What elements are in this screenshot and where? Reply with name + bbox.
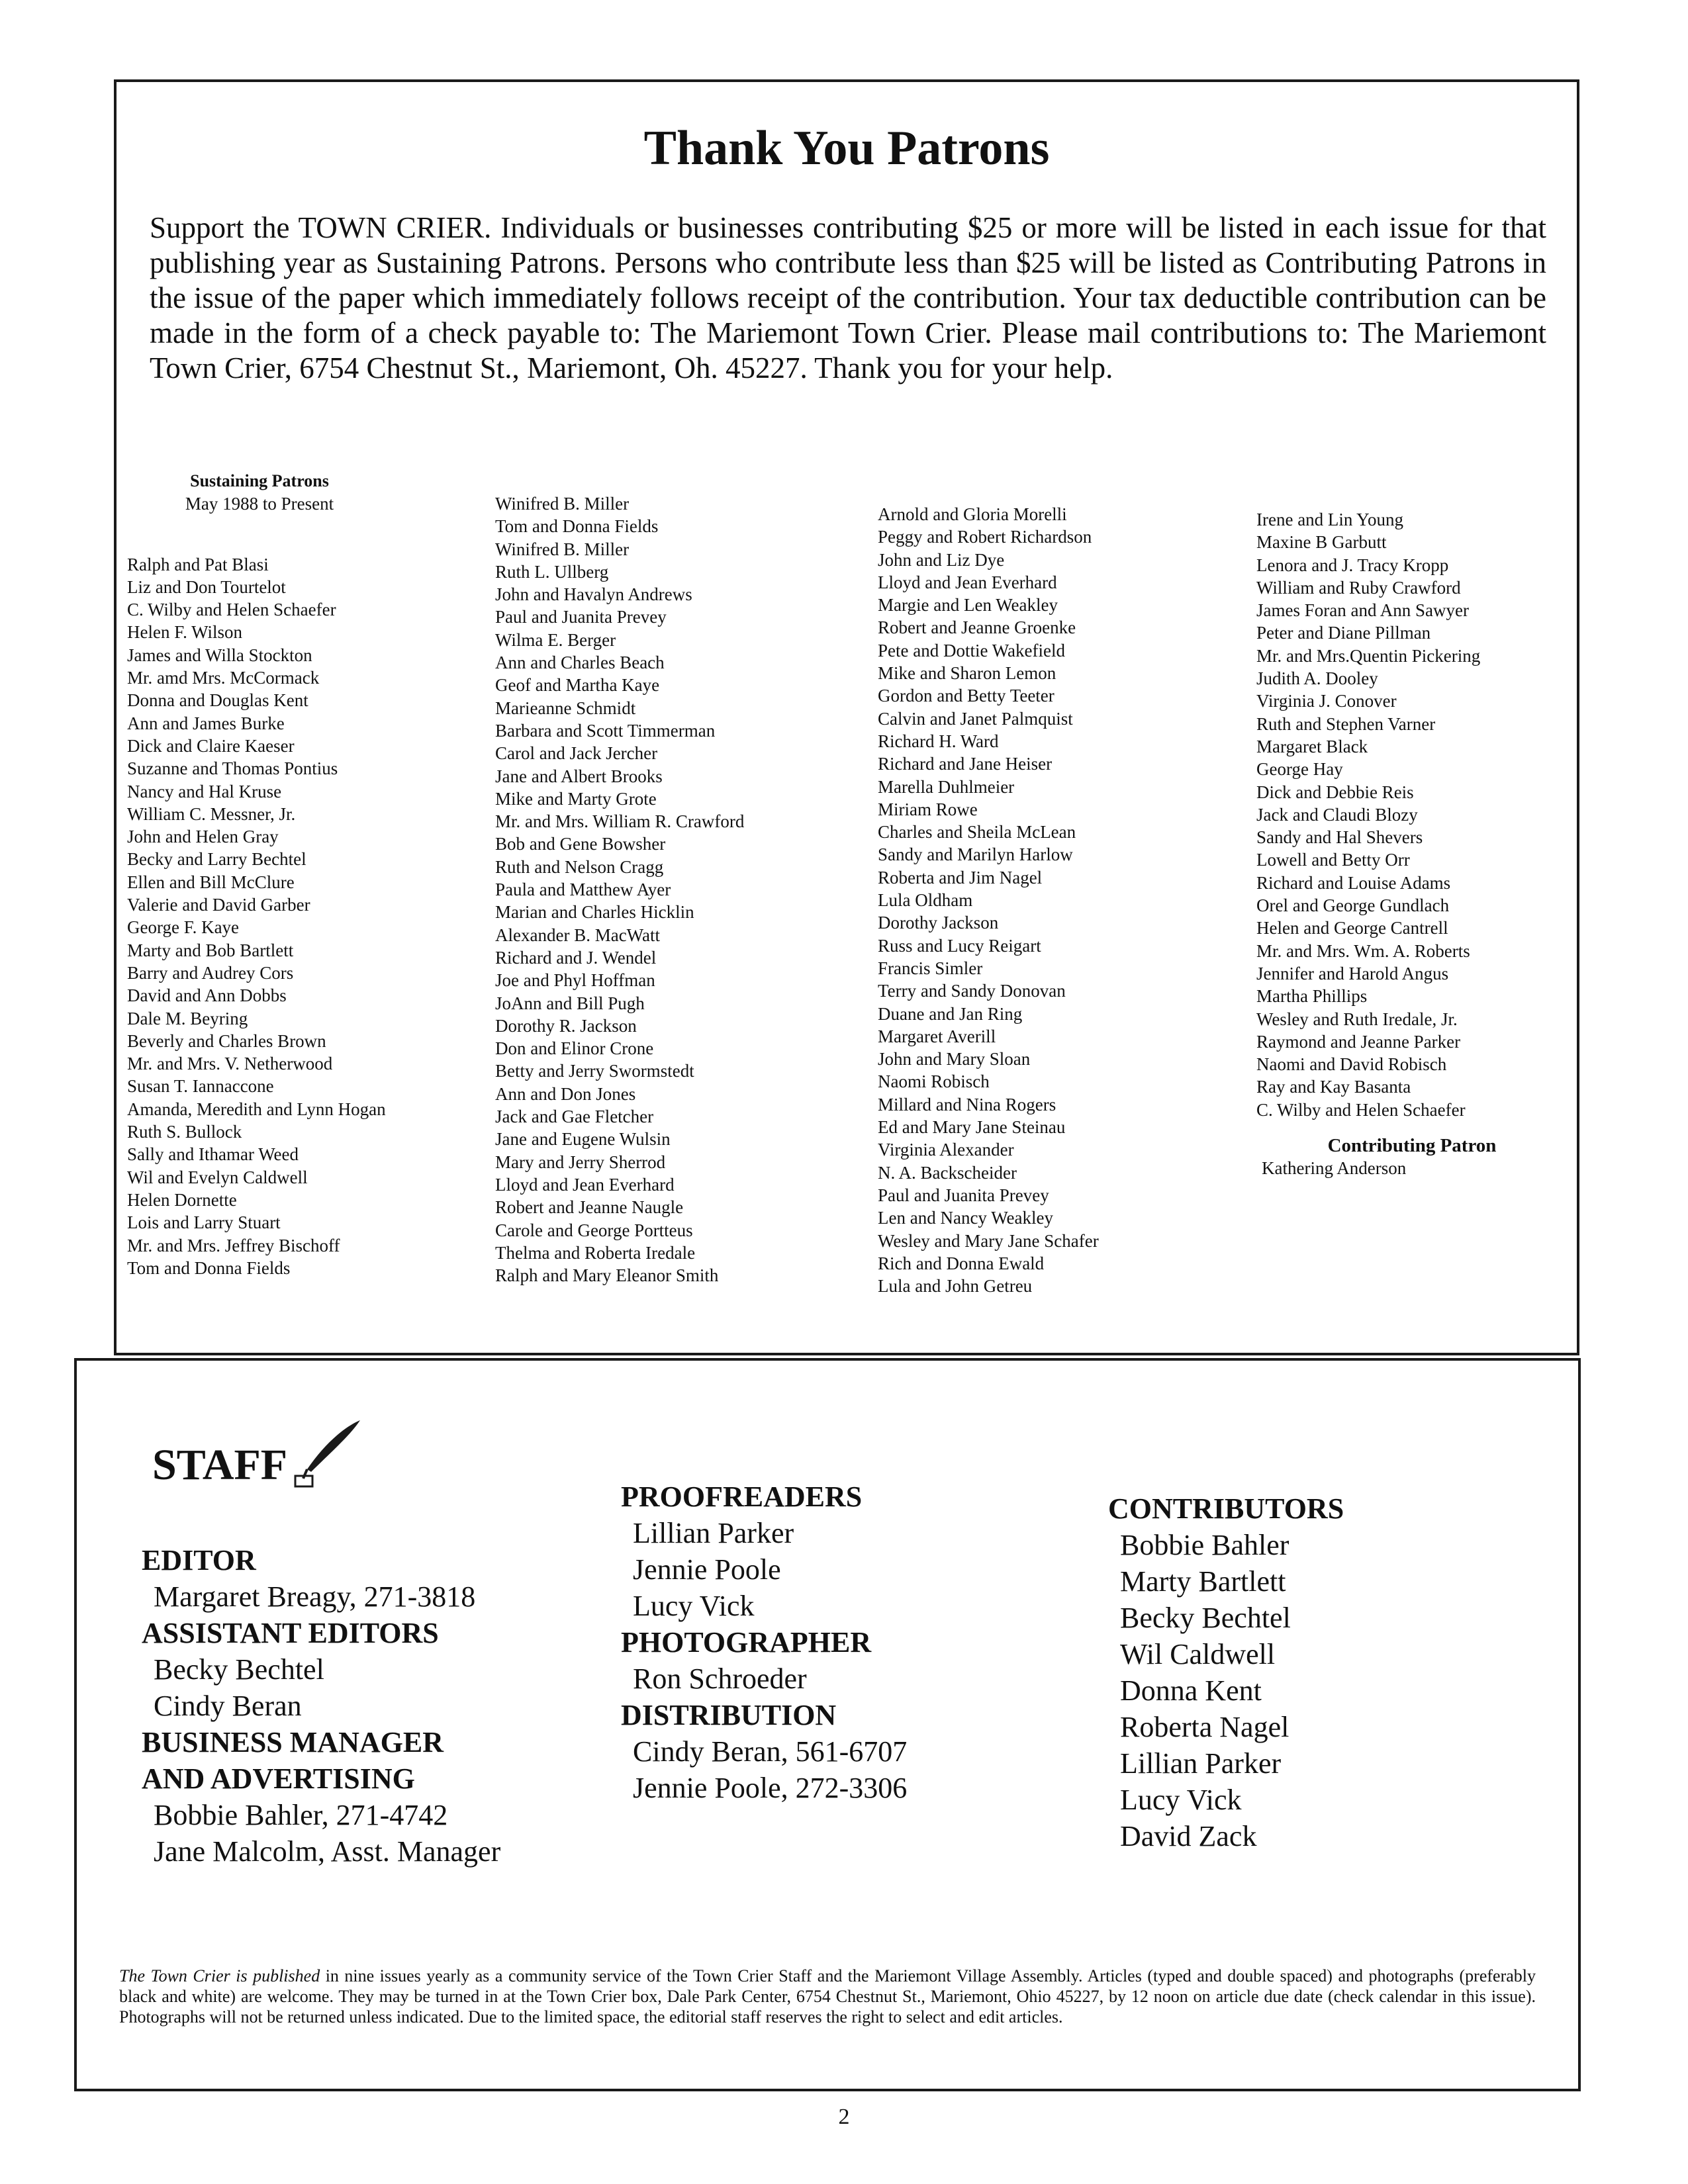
patron-name: Marian and Charles Hicklin [495, 902, 694, 923]
contributing-heading: Contributing Patron [1327, 1135, 1497, 1157]
patron-name: Margaret Black [1256, 736, 1368, 756]
patron-name: James Foran and Ann Sawyer [1256, 600, 1469, 621]
patron-column-1 [127, 470, 485, 1279]
patron-name: Jack and Claudi Blozy [1256, 804, 1418, 825]
patron-name: Ann and James Burke [127, 713, 285, 733]
patron-column-4 [1256, 508, 1568, 1180]
patron-name: George Hay [1256, 759, 1343, 780]
patron-name: Peggy and Robert Richardson [878, 527, 1092, 547]
patron-name: Jane and Eugene Wulsin [495, 1129, 671, 1150]
publication-note [119, 1966, 1536, 2027]
staff-member: Donna Kent [1120, 1674, 1262, 1707]
patron-name: Ralph and Mary Eleanor Smith [495, 1265, 719, 1286]
dist-heading: DISTRIBUTION [621, 1699, 837, 1731]
patron-name: Naomi and David Robisch [1256, 1054, 1447, 1075]
patron-name: Lula Oldham [878, 890, 973, 911]
patron-name: Richard H. Ward [878, 731, 999, 751]
patron-name: Richard and Louise Adams [1256, 872, 1451, 893]
photo-heading: PHOTOGRAPHER [621, 1626, 872, 1659]
patron-list-3 [878, 503, 1248, 1297]
staff-member: Cindy Beran, 561-6707 [633, 1735, 908, 1768]
publication-note-italic: The Town Crier is published [119, 1966, 320, 1985]
staff-member: David Zack [1120, 1820, 1257, 1852]
editor-list [142, 1578, 605, 1615]
staff-member: Wil Caldwell [1120, 1638, 1276, 1670]
patron-name: Mr. and Mrs.Quentin Pickering [1256, 645, 1481, 666]
patron-name: Mr. and Mrs. William R. Crawford [495, 811, 745, 832]
patron-name: Betty and Jerry Swormstedt [495, 1061, 694, 1081]
staff-member: Margaret Breagy, 271-3818 [154, 1580, 476, 1613]
patron-name: Judith A. Dooley [1256, 668, 1378, 689]
patron-name: C. Wilby and Helen Schaefer [1256, 1099, 1466, 1120]
patron-name: Joe and Phyl Hoffman [495, 970, 655, 991]
patron-name: Irene and Lin Young [1256, 510, 1403, 529]
quill-pen-icon [291, 1418, 364, 1490]
patron-name: Barry and Audrey Cors [127, 962, 294, 983]
patron-name: Roberta and Jim Nagel [878, 867, 1043, 887]
patron-name: Gordon and Betty Teeter [878, 686, 1055, 706]
patron-name: Beverly and Charles Brown [127, 1030, 326, 1051]
patron-name: William C. Messner, Jr. [127, 803, 296, 824]
patron-name: Geof and Martha Kaye [495, 675, 660, 696]
patron-name: Virginia Alexander [878, 1140, 1014, 1160]
patron-name: Raymond and Jeanne Parker [1256, 1031, 1461, 1052]
patron-name: Thelma and Roberta Iredale [495, 1242, 696, 1263]
patron-name: Peter and Diane Pillman [1256, 623, 1431, 643]
patron-name: Carole and George Portteus [495, 1220, 693, 1240]
patrons-box [114, 79, 1579, 1355]
patron-name: Mr. and Mrs. V. Netherwood [127, 1054, 333, 1074]
patron-name: Russ and Lucy Reigart [878, 935, 1041, 956]
patron-name: Wesley and Ruth Iredale, Jr. [1256, 1009, 1458, 1029]
business-heading-2: AND ADVERTISING [142, 1762, 415, 1795]
patron-name: Wil and Evelyn Caldwell [127, 1167, 308, 1187]
patron-name: C. Wilby and Helen Schaefer [127, 600, 336, 620]
staff-member: Cindy Beran [154, 1690, 302, 1722]
patron-name: Carol and Jack Jercher [495, 743, 658, 764]
patron-name: Amanda, Meredith and Lynn Hogan [127, 1099, 386, 1119]
patron-name: David and Ann Dobbs [127, 985, 287, 1006]
staff-member: Becky Bechtel [154, 1653, 324, 1686]
patron-name: Mr. and Mrs. Wm. A. Roberts [1256, 940, 1470, 961]
patron-name: Dorothy R. Jackson [495, 1015, 637, 1036]
patron-name: Lula and John Getreu [878, 1276, 1033, 1297]
patron-name: Lenora and J. Tracy Kropp [1256, 555, 1449, 575]
assistant-list [142, 1651, 605, 1724]
patron-name: Helen F. Wilson [127, 622, 242, 643]
staff-title: STAFF [152, 1441, 288, 1489]
patron-name: Robert and Jeanne Naugle [495, 1197, 684, 1218]
patron-name: Sandy and Marilyn Harlow [878, 844, 1073, 865]
contrib-heading: CONTRIBUTORS [1108, 1492, 1344, 1525]
patron-name: Richard and J. Wendel [495, 947, 657, 968]
patron-name: Marty and Bob Bartlett [127, 940, 294, 960]
patron-name: Suzanne and Thomas Pontius [127, 758, 338, 779]
patron-name: Richard and Jane Heiser [878, 754, 1053, 774]
patron-name: Helen Dornette [127, 1189, 237, 1210]
patron-name: John and Liz Dye [878, 549, 1005, 570]
sustaining-heading: Sustaining Patrons [190, 471, 329, 490]
patron-name: Nancy and Hal Kruse [127, 781, 282, 801]
patron-name: Ed and Mary Jane Steinau [878, 1117, 1066, 1138]
sustaining-range: May 1988 to Present [185, 494, 334, 514]
staff-member: Jane Malcolm, Asst. Manager [154, 1835, 501, 1868]
patron-name: Dale M. Beyring [127, 1008, 248, 1028]
dist-list [621, 1733, 1084, 1806]
contrib-list [1108, 1527, 1505, 1854]
patron-name: Sandy and Hal Shevers [1256, 827, 1423, 848]
patron-name: N. A. Backscheider [878, 1162, 1017, 1183]
staff-member: Jennie Poole, 272-3306 [633, 1772, 908, 1804]
patron-name: Jennifer and Harold Angus [1256, 963, 1449, 983]
patron-name: Charles and Sheila McLean [878, 822, 1076, 842]
patron-name: Susan T. Iannaccone [127, 1076, 274, 1097]
patron-name: Miriam Rowe [878, 799, 978, 819]
patrons-intro: Support the TOWN CRIER. Individuals or businesses contributing $25 or more will be listed in each issue for that publishing year as Sustaining Patrons. Persons who contribute less than $25 will be listed as Contributing Patrons in the issue of the paper which immediately follows receipt of the contribution. Your tax deductible contribution can be made in the form of a check payable to: The Mariemont Town Crier. Please mail contributions to: The Mariemont Town Crier, 6754 Chestnut St., Mariemont, Oh. 45227. Thank you for your help. [150, 211, 1546, 385]
patron-name: Ann and Charles Beach [495, 653, 665, 673]
patron-name: Lloyd and Jean Everhard [878, 572, 1057, 592]
staff-member: Roberta Nagel [1120, 1711, 1289, 1743]
patron-name: Ann and Don Jones [495, 1083, 636, 1104]
staff-member: Lucy Vick [633, 1590, 755, 1622]
publication-note-text: in nine issues yearly as a community service of the Town Crier Staff and the Mariemont Village Assembly. Articles (typed and double spaced) and photographs (preferably black and white) are welcome. They may be turned in at the Town Crier box, Dale Park Center, 6754 Chestnut St., Mariemont, Ohio 45227, by 12 noon on article due date (check calendar in this issue). Photographs will not be returned unless indicated. Due to the limited space, the editorial staff reserves the right to select and edit articles. [119, 1966, 1536, 2026]
patron-name: Naomi Robisch [878, 1071, 990, 1092]
patron-name: Marieanne Schmidt [495, 698, 636, 718]
patron-name: Mike and Sharon Lemon [878, 663, 1056, 684]
patron-name: Ruth and Stephen Varner [1256, 713, 1436, 734]
patron-name: Rich and Donna Ewald [878, 1253, 1045, 1273]
patron-name: Francis Simler [878, 958, 983, 978]
patron-name: Tom and Donna Fields [127, 1257, 291, 1278]
patron-name: Duane and Jan Ring [878, 1003, 1023, 1024]
contributing-list [1256, 1157, 1568, 1179]
staff-member: Ron Schroeder [633, 1662, 807, 1695]
proof-list [621, 1515, 1084, 1624]
patron-name: Robert and Jeanne Groenke [878, 617, 1076, 638]
staff-member: Bobbie Bahler, 271-4742 [154, 1799, 448, 1831]
patron-name: John and Havalyn Andrews [495, 584, 692, 605]
staff-member: Lucy Vick [1120, 1784, 1242, 1816]
patron-name: Calvin and Janet Palmquist [878, 708, 1073, 729]
editor-heading: EDITOR [142, 1544, 256, 1576]
patron-name: Liz and Don Tourtelot [127, 576, 286, 597]
patron-name: Ray and Kay Basanta [1256, 1077, 1411, 1097]
patron-name: Lois and Larry Stuart [127, 1212, 281, 1233]
patron-name: Donna and Douglas Kent [127, 690, 308, 711]
page-number: 2 [838, 2105, 850, 2129]
patron-name: Lowell and Betty Orr [1256, 850, 1410, 870]
patron-name: Mike and Marty Grote [495, 788, 657, 809]
patron-list-1 [127, 553, 485, 1280]
patron-name: Len and Nancy Weakley [878, 1208, 1053, 1228]
patron-name: Lloyd and Jean Everhard [495, 1174, 675, 1195]
patron-name: Paul and Juanita Prevey [878, 1185, 1049, 1205]
patron-name: George F. Kaye [127, 917, 240, 938]
patron-name: Winifred B. Miller [495, 539, 630, 559]
patron-name: Barbara and Scott Timmerman [495, 720, 716, 741]
proof-heading: PROOFREADERS [621, 1480, 863, 1513]
patron-name: Jane and Albert Brooks [495, 766, 663, 786]
photo-list [621, 1661, 1084, 1697]
patron-name: Dick and Claire Kaeser [127, 735, 295, 756]
staff-member: Jennie Poole [633, 1553, 781, 1586]
patron-name: Wilma E. Berger [495, 629, 616, 650]
patron-name: Mr. amd Mrs. McCormack [127, 668, 320, 688]
business-list [142, 1797, 605, 1870]
patron-name: Dick and Debbie Reis [1256, 782, 1414, 802]
patron-name: Virginia J. Conover [1256, 691, 1397, 711]
staff-member: Becky Bechtel [1120, 1602, 1291, 1634]
patron-name: Arnold and Gloria Morelli [878, 504, 1067, 524]
patron-name: Ralph and Pat Blasi [127, 554, 269, 574]
patron-name: Maxine B Garbutt [1256, 532, 1387, 553]
patron-name: Bob and Gene Bowsher [495, 834, 666, 854]
patron-name: Sally and Ithamar Weed [127, 1144, 299, 1165]
patron-name: Margie and Len Weakley [878, 595, 1058, 615]
patron-name: JoAnn and Bill Pugh [495, 993, 645, 1013]
staff-column-1 [142, 1542, 605, 1870]
patron-name: Pete and Dottie Wakefield [878, 640, 1065, 660]
patron-name: Martha Phillips [1256, 986, 1368, 1007]
patron-name: John and Mary Sloan [878, 1049, 1031, 1069]
patron-name: William and Ruby Crawford [1256, 577, 1461, 598]
patron-name: Millard and Nina Rogers [878, 1094, 1056, 1115]
staff-column-3 [1108, 1490, 1505, 1854]
patron-name: Ruth S. Bullock [127, 1122, 242, 1142]
staff-member: Lillian Parker [633, 1517, 794, 1549]
patron-name: Valerie and David Garber [127, 895, 310, 915]
patron-name: Becky and Larry Bechtel [127, 849, 306, 870]
patron-name: Ruth L. Ullberg [495, 561, 609, 582]
patron-name: Helen and George Cantrell [1256, 918, 1448, 938]
patron-name: Wesley and Mary Jane Schafer [878, 1230, 1099, 1251]
patron-name: Don and Elinor Crone [495, 1038, 654, 1059]
staff-heading [152, 1418, 364, 1490]
contributing-patron-name: Kathering Anderson [1262, 1158, 1407, 1179]
staff-member: Lillian Parker [1120, 1747, 1282, 1780]
patron-name: Jack and Gae Fletcher [495, 1107, 654, 1127]
patron-name: Orel and George Gundlach [1256, 895, 1450, 916]
patron-name: Margaret Averill [878, 1026, 996, 1046]
staff-box [74, 1358, 1581, 2091]
patron-name: Winifred B. Miller [495, 494, 630, 514]
patron-name: Alexander B. MacWatt [495, 925, 660, 945]
patron-name: Paul and Juanita Prevey [495, 607, 667, 627]
patron-name: Ruth and Nelson Cragg [495, 856, 664, 877]
patron-name: Dorothy Jackson [878, 913, 999, 933]
patron-name: Tom and Donna Fields [495, 516, 659, 537]
patron-list-2 [495, 492, 866, 1287]
patron-name: Marella Duhlmeier [878, 776, 1015, 797]
patron-name: James and Willa Stockton [127, 645, 312, 665]
patron-name: Mr. and Mrs. Jeffrey Bischoff [127, 1235, 340, 1255]
assistant-heading: ASSISTANT EDITORS [142, 1617, 439, 1649]
staff-column-2 [621, 1479, 1084, 1806]
patron-name: John and Helen Gray [127, 827, 279, 847]
patron-name: Terry and Sandy Donovan [878, 981, 1066, 1001]
staff-member: Bobbie Bahler [1120, 1529, 1289, 1561]
patron-name: Paula and Matthew Ayer [495, 880, 671, 900]
patron-name: Mary and Jerry Sherrod [495, 1152, 666, 1172]
patrons-title: Thank You Patrons [643, 121, 1050, 175]
staff-member: Marty Bartlett [1120, 1565, 1286, 1598]
business-heading-1: BUSINESS MANAGER [142, 1726, 444, 1758]
patron-list-4 [1256, 508, 1568, 1121]
patron-name: Ellen and Bill McClure [127, 872, 295, 892]
